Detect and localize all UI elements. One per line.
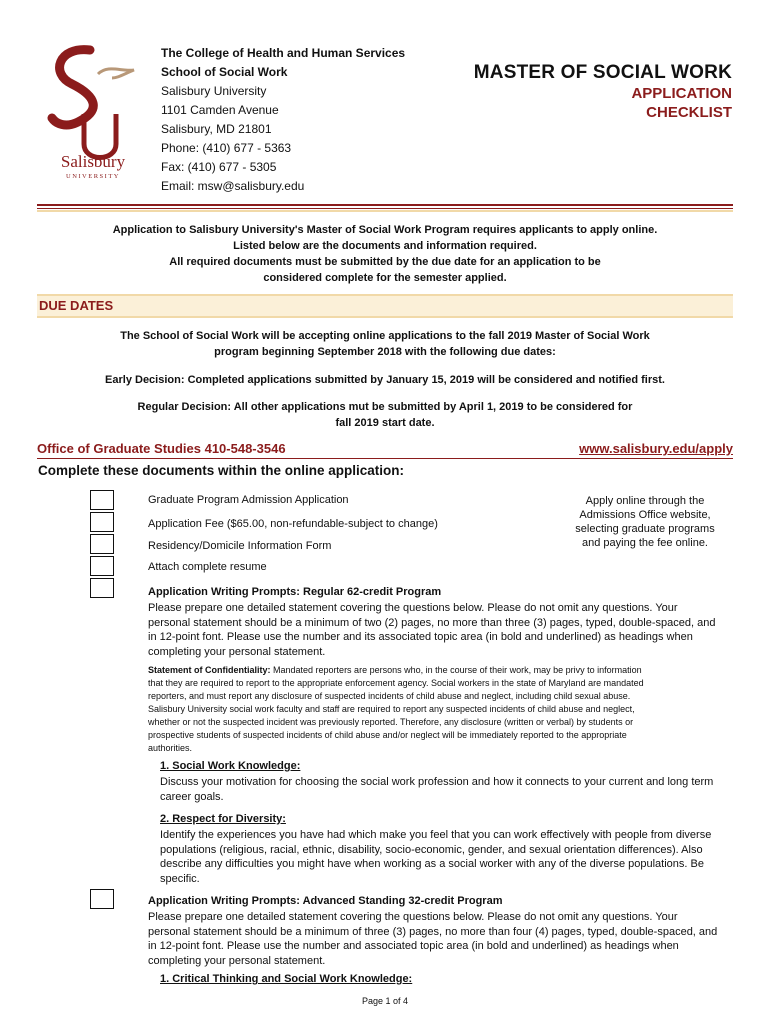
regular-decision	[60, 399, 710, 431]
checkbox-regular-prompts[interactable]	[90, 578, 114, 598]
item-application-fee: Application Fee ($65.00, non-refundable-subject to change)	[148, 518, 438, 530]
advanced-topic1-heading: 1. Critical Thinking and Social Work Knowledge:	[160, 973, 413, 985]
fax: Fax: (410) 677 - 5305	[161, 160, 277, 174]
due-dates-line: program beginning September 2018 with the following due dates:	[214, 346, 556, 358]
confidentiality-line: whether or not the suspected incident was previously reported. Therefore, any disclosure (written or verbal) by students or	[148, 717, 634, 727]
school-name: School of Social Work	[161, 65, 288, 79]
apply-link[interactable]: www.salisbury.edu/apply	[579, 441, 733, 456]
due-dates-bar	[37, 294, 733, 318]
paragraph-line: Please prepare one detailed statement covering the questions below. Please do not omit any questions. Your	[148, 602, 678, 614]
confidentiality-line: Salisbury University social work faculty and staff are required to report any suspected incidents of child abuse and neglect,	[148, 704, 635, 714]
paragraph-line: completing your personal statement.	[148, 954, 326, 967]
logo-name: Salisbury	[60, 152, 126, 171]
university-logo	[38, 44, 148, 184]
city-state-zip: Salisbury, MD 21801	[161, 122, 272, 136]
checkbox-advanced-prompts[interactable]	[90, 889, 114, 909]
regular-decision-line: fall 2019 start date.	[335, 417, 435, 429]
confidentiality-line: Mandated reporters are persons who, in the course of their work, may be privy to information	[270, 665, 642, 675]
paragraph-line: specific.	[160, 872, 200, 885]
confidentiality-label: Statement of Confidentiality:	[148, 665, 271, 675]
phone: Phone: (410) 677 - 5363	[161, 141, 292, 155]
early-decision: Early Decision: Completed applications submitted by January 15, 2019 will be considered and notified first.	[105, 374, 665, 386]
topic1-heading: 1. Social Work Knowledge:	[160, 760, 301, 772]
apply-note-line: Admissions Office website,	[579, 509, 711, 521]
header-divider	[37, 204, 733, 206]
apply-note-line: and paying the fee online.	[582, 537, 708, 549]
checkbox-residency-form[interactable]	[90, 534, 114, 554]
header-divider-tan	[37, 210, 733, 212]
logo-sub: UNIVERSITY	[66, 173, 120, 180]
due-dates-line: The School of Social Work will be accepting online applications to the fall 2019 Master of Social Work	[120, 330, 650, 342]
paragraph-line: Discuss your motivation for choosing the social work profession and how it connects to your current and long term	[160, 776, 714, 788]
confidentiality-line: reporters, and must report any disclosure of suspected incidents of child abuse and neglect, including child sexual abuse.	[148, 691, 631, 701]
regular-prompt-text	[148, 601, 738, 659]
address-block	[161, 44, 405, 196]
graduate-studies-bar	[37, 440, 733, 459]
intro-line: Listed below are the documents and information required.	[233, 240, 537, 252]
page-title: MASTER OF SOCIAL WORK	[473, 62, 732, 83]
topic2-text	[160, 828, 735, 886]
street-address: 1101 Camden Avenue	[161, 103, 279, 117]
paragraph-line: personal statement should be a minimum of two (2) pages, no more than three (3) pages, typed, double-spaced, and	[148, 616, 716, 629]
regular-prompt-heading: Application Writing Prompts: Regular 62-credit Program	[148, 586, 442, 598]
advanced-prompt-text	[148, 910, 738, 968]
graduate-studies-phone: Office of Graduate Studies 410-548-3546	[37, 441, 286, 456]
page-subtitle-application: APPLICATION	[631, 85, 732, 102]
paragraph-line: career goals.	[160, 790, 224, 803]
paragraph-line: Please prepare one detailed statement covering the questions below. Please do not omit any questions. Your	[148, 911, 678, 923]
checkbox-resume[interactable]	[90, 556, 114, 576]
due-dates-heading: DUE DATES	[39, 298, 114, 313]
topic1-text	[160, 775, 735, 804]
advanced-prompt-heading: Application Writing Prompts: Advanced Standing 32-credit Program	[148, 895, 503, 907]
paragraph-line: personal statement should be a minimum of three (3) pages, no more than four (4) pages, typed, double-spaced, and	[148, 925, 718, 938]
paragraph-line: in 12-point font. Please use the number and associated topic area (in bold and underlined) as headings when	[148, 940, 679, 952]
regular-decision-line: Regular Decision: All other applications mut be submitted by April 1, 2019 to be considered for	[137, 401, 633, 413]
confidentiality-line: authorities.	[148, 743, 193, 753]
confidentiality-line: prospective students of suspected incidents of child abuse and/or neglect will be immediately reported to the appropriate	[148, 730, 627, 740]
checkbox-admission-application[interactable]	[90, 490, 114, 510]
item-residency-form: Residency/Domicile Information Form	[148, 540, 332, 552]
paragraph-line: Identify the experiences you have had which make you feel that you can work effectively with people from diverse	[160, 829, 712, 841]
apply-note-line: Apply online through the	[585, 495, 705, 507]
apply-note-line: selecting graduate programs	[575, 523, 715, 535]
email: Email: msw@salisbury.edu	[161, 179, 305, 193]
paragraph-line: completing your personal statement.	[148, 645, 326, 658]
item-resume: Attach complete resume	[148, 561, 267, 573]
header-divider-thin	[37, 208, 733, 209]
university-name: Salisbury University	[161, 84, 267, 98]
due-dates-intro	[60, 328, 710, 360]
topic2-heading: 2. Respect for Diversity:	[160, 813, 286, 825]
title-block	[474, 62, 732, 122]
paragraph-line: populations (religious, racial, ethnic, disability, socio-economic, gender, and sexual orientation differences). Also	[160, 843, 703, 856]
intro-line: All required documents must be submitted by the due date for an application to be	[169, 256, 601, 268]
item-admission-application: Graduate Program Admission Application	[148, 494, 349, 506]
confidentiality-statement	[148, 664, 738, 755]
intro-line: Application to Salisbury University's Master of Social Work Program requires applicants to apply online.	[112, 224, 658, 236]
paragraph-line: in 12-point font. Please use the number and its associated topic area (in bold and underlined) as headings when	[148, 631, 693, 643]
paragraph-line: describe any difficulties you might have when working as a social worker with any of the diverse populations. Be	[160, 858, 704, 870]
intro-line: considered complete for the semester applied.	[263, 272, 507, 284]
apply-online-note	[560, 494, 730, 550]
complete-documents-heading: Complete these documents within the online application:	[38, 463, 405, 478]
college-name: The College of Health and Human Services	[161, 46, 406, 60]
confidentiality-line: that they are required to report to the appropriate enforcement agency. Social workers in the state of Maryland are mandated	[148, 678, 644, 688]
logo-graphic	[38, 44, 148, 184]
intro-text	[80, 222, 690, 286]
page-number: Page 1 of 4	[361, 996, 409, 1006]
page-subtitle-checklist: CHECKLIST	[646, 104, 732, 121]
checkbox-application-fee[interactable]	[90, 512, 114, 532]
